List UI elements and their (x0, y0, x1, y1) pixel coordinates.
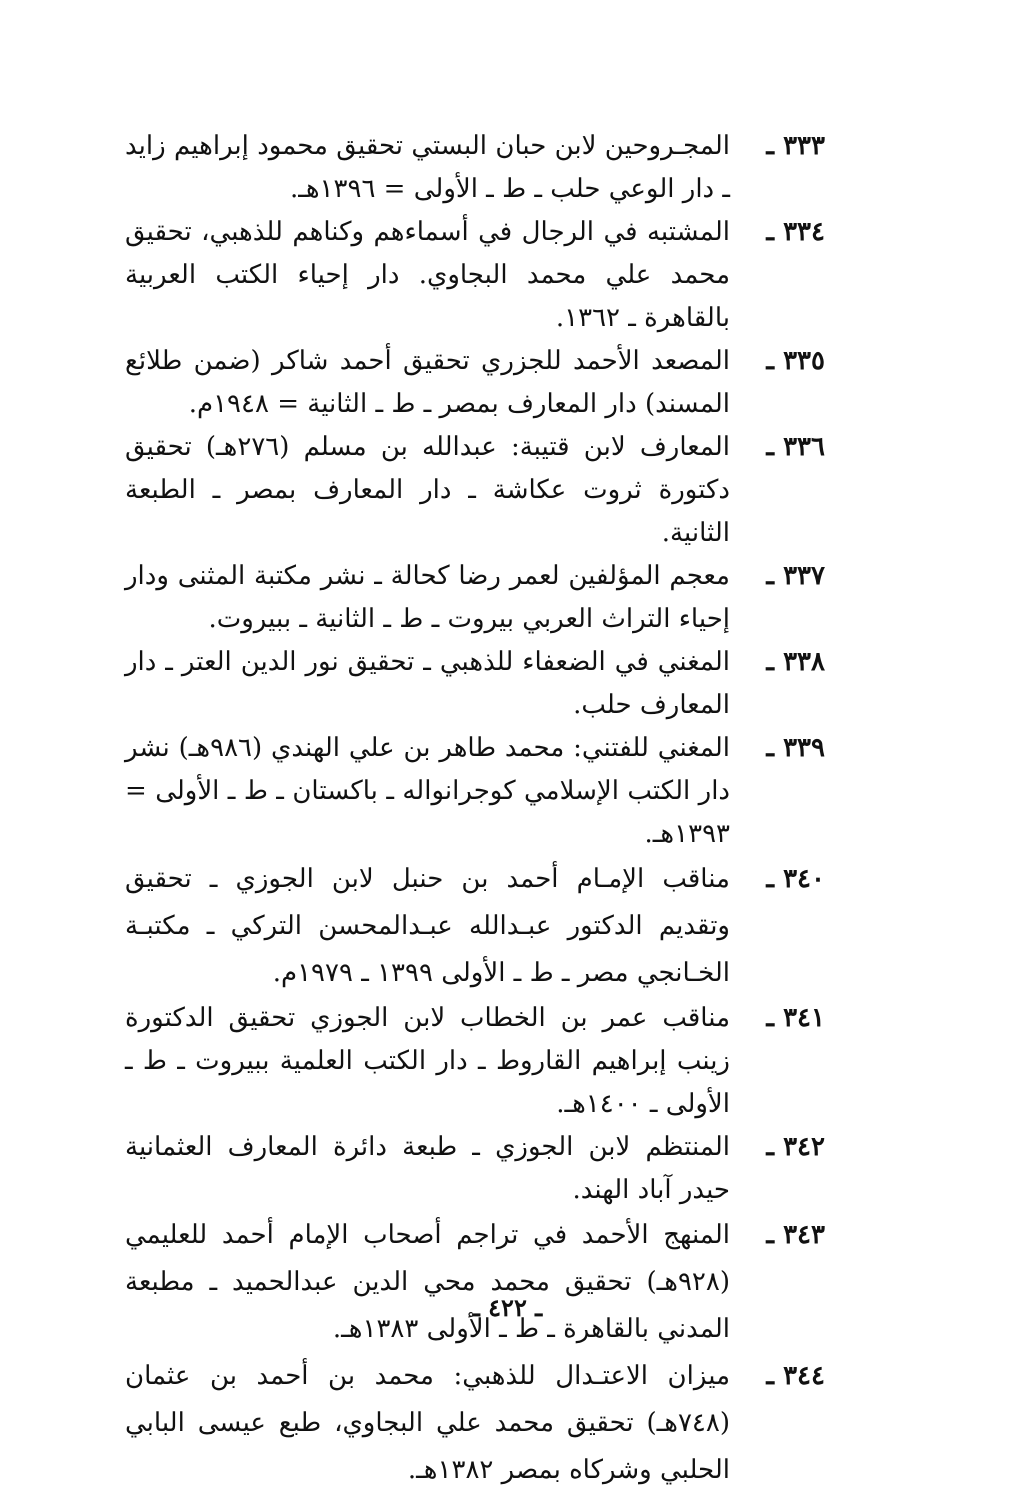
bibliography-entry (125, 340, 825, 426)
bibliography-list (125, 125, 825, 1494)
bibliography-entry (125, 1353, 825, 1494)
entry-number: ٣٤٢ ـ (766, 1132, 825, 1162)
entry-number: ٣٤١ ـ (766, 1003, 825, 1033)
entry-text: المجـروحين لابن حبان البستي تحقيق محمود إبراهيم زايد ـ دار الوعي حلب ـ ط ـ الأولى = ١٣٩٦هـ. (125, 131, 730, 204)
page-number: ـ ٤٢٢ ـ (472, 1293, 543, 1322)
bibliography-entry (125, 1212, 825, 1353)
entry-text: مناقب عمر بن الخطاب لابن الجوزي تحقيق الدكتورة زينب إبراهيم القاروط ـ دار الكتب العلمية ببيروت ـ ط ـ الأولى ـ ١٤٠٠هـ. (125, 1003, 730, 1119)
entry-number: ٣٣٧ ـ (766, 561, 825, 591)
bibliography-entry (125, 727, 825, 856)
entry-number: ٣٣٨ ـ (766, 647, 825, 677)
entry-text: المغني للفتني: محمد طاهر بن علي الهندي (٩٨٦هـ) نشر دار الكتب الإسلامي كوجرانواله ـ باكستان ـ ط ـ الأولى = ١٣٩٣هـ. (125, 733, 731, 849)
entry-text: المغني في الضعفاء للذهبي ـ تحقيق نور الدين العتر ـ دار المعارف حلب. (125, 647, 730, 720)
entry-number: ٣٣٣ ـ (766, 131, 825, 161)
entry-number: ٣٣٦ ـ (766, 432, 825, 462)
entry-number: ٣٤٠ ـ (766, 864, 825, 894)
entry-text: المنهج الأحمد في تراجم أصحاب الإمام أحمد للعليمي (٩٢٨هـ) تحقيق محمد محي الدين عبدالحميد ـ مطبعة المدني بالقاهرة ـ ط ـ الأولى ١٣٨٣هـ. (125, 1220, 730, 1344)
bibliography-entry (125, 856, 825, 997)
bibliography-entry (125, 641, 825, 727)
entry-text: المعارف لابن قتيبة: عبدالله بن مسلم (٢٧٦هـ) تحقيق دكتورة ثروت عكاشة ـ دار المعارف بمصر ـ الطبعة الثانية. (125, 432, 731, 548)
entry-number: ٣٣٥ ـ (766, 346, 825, 376)
bibliography-entry (125, 1126, 825, 1212)
entry-number: ٣٣٩ ـ (766, 733, 825, 763)
entry-number: ٣٤٤ ـ (766, 1361, 825, 1391)
entry-text: المصعد الأحمد للجزري تحقيق أحمد شاكر (ضمن طلائع المسند) دار المعارف بمصر ـ ط ـ الثانية = ١٩٤٨م. (125, 346, 730, 419)
bibliography-entry (125, 125, 825, 211)
bibliography-entry (125, 997, 825, 1126)
entry-number: ٣٣٤ ـ (766, 217, 825, 247)
entry-text: المشتبه في الرجال في أسماءهم وكناهم للذهبي، تحقيق محمد علي محمد البجاوي. دار إحياء الكتب العربية بالقاهرة ـ ١٣٦٢. (125, 217, 730, 333)
bibliography-entry (125, 426, 825, 555)
entry-text: ميزان الاعتـدال للذهبي: محمد بن أحمد بن عثمان (٧٤٨هـ) تحقيق محمد علي البجاوي، طبع عيسى البابي الحلبي وشركاه بمصر ١٣٨٢هـ. (125, 1361, 730, 1485)
entry-text: المنتظم لابن الجوزي ـ طبعة دائرة المعارف العثمانية حيدر آباد الهند. (125, 1132, 730, 1205)
entry-text: مناقب الإمـام أحمد بن حنبل لابن الجوزي ـ تحقيق وتقديم الدكتور عبـدالله عبـدالمحسن التركي ـ مكتبـة الخـانجي مصر ـ ط ـ الأولى ١٣٩٩ ـ ١٩٧٩م. (125, 864, 730, 988)
bibliography-entry (125, 555, 825, 641)
entry-text: معجم المؤلفين لعمر رضا كحالة ـ نشر مكتبة المثنى ودار إحياء التراث العربي بيروت ـ ط ـ الثانية ـ ببيروت. (125, 561, 730, 634)
bibliography-entry (125, 211, 825, 340)
entry-number: ٣٤٣ ـ (766, 1220, 825, 1250)
